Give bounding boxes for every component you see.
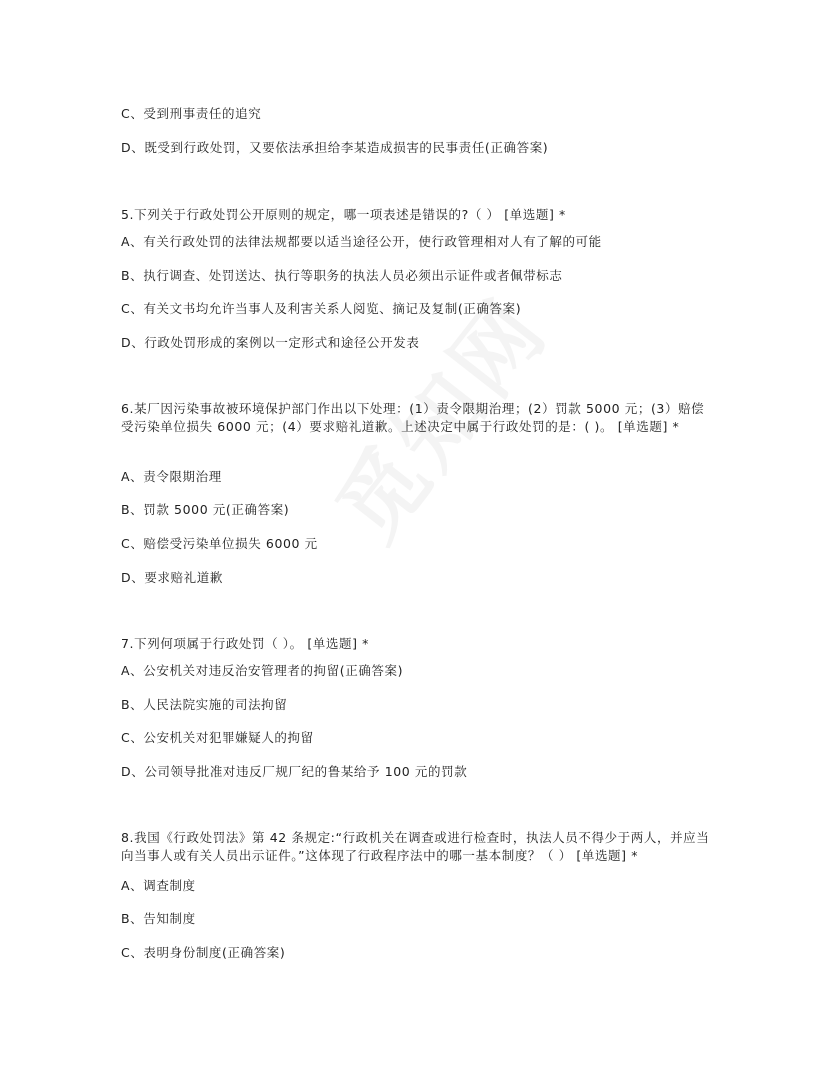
option-q7-a-correct: A、公安机关对违反治安管理者的拘留(正确答案): [121, 663, 404, 678]
option-q5-a: A、有关行政处罚的法律法规都要以适当途径公开，使行政管理相对人有了解的可能: [121, 234, 602, 249]
option-q8-b: B、告知制度: [121, 911, 196, 926]
option-q5-c-correct: C、有关文书均允许当事人及利害关系人阅览、摘记及复制(正确答案): [121, 301, 522, 316]
option-q5-d: D、行政处罚形成的案例以一定形式和途径公开发表: [121, 335, 420, 350]
option-q4-d-correct: D、既受到行政处罚，又要依法承担给李某造成损害的民事责任(正确答案): [121, 140, 549, 155]
question-6: 6.某厂因污染事故被环境保护部门作出以下处理：(1）责令限期治理；(2）罚款 5000 元；(3）赔偿受污染单位损失 6000 元；(4）要求赔礼道歉。上述决定中属于行政处罚的是：( )。 [单选题] *: [121, 401, 705, 434]
question-7: 7.下列何项属于行政处罚（ ）。 [单选题] *: [121, 636, 370, 651]
question-5: 5.下列关于行政处罚公开原则的规定，哪一项表述是错误的?（ ） [单选题] *: [121, 207, 566, 222]
option-q4-c: C、受到刑事责任的追究: [121, 106, 262, 121]
option-q5-b: B、执行调查、处罚送达、执行等职务的执法人员必须出示证件或者佩带标志: [121, 268, 563, 283]
option-q6-d: D、要求赔礼道歉: [121, 570, 223, 585]
option-q6-a: A、责令限期治理: [121, 469, 222, 484]
option-q7-c: C、公安机关对犯罪嫌疑人的拘留: [121, 730, 314, 745]
option-q8-a: A、调查制度: [121, 878, 196, 893]
option-q8-c-correct: C、表明身份制度(正确答案): [121, 945, 286, 960]
option-q6-b-correct: B、罚款 5000 元(正确答案): [121, 502, 290, 517]
option-q7-b: B、人民法院实施的司法拘留: [121, 697, 288, 712]
option-q7-d: D、公司领导批准对违反厂规厂纪的鲁某给予 100 元的罚款: [121, 764, 468, 779]
question-8: 8.我国《行政处罚法》第 42 条规定:“行政机关在调查或进行检查时，执法人员不得少于两人，并应当向当事人或有关人员出示证件。”这体现了行政程序法中的哪一基本制度？（ ） [单选题] *: [121, 830, 710, 863]
option-q6-c: C、赔偿受污染单位损失 6000 元: [121, 536, 318, 551]
